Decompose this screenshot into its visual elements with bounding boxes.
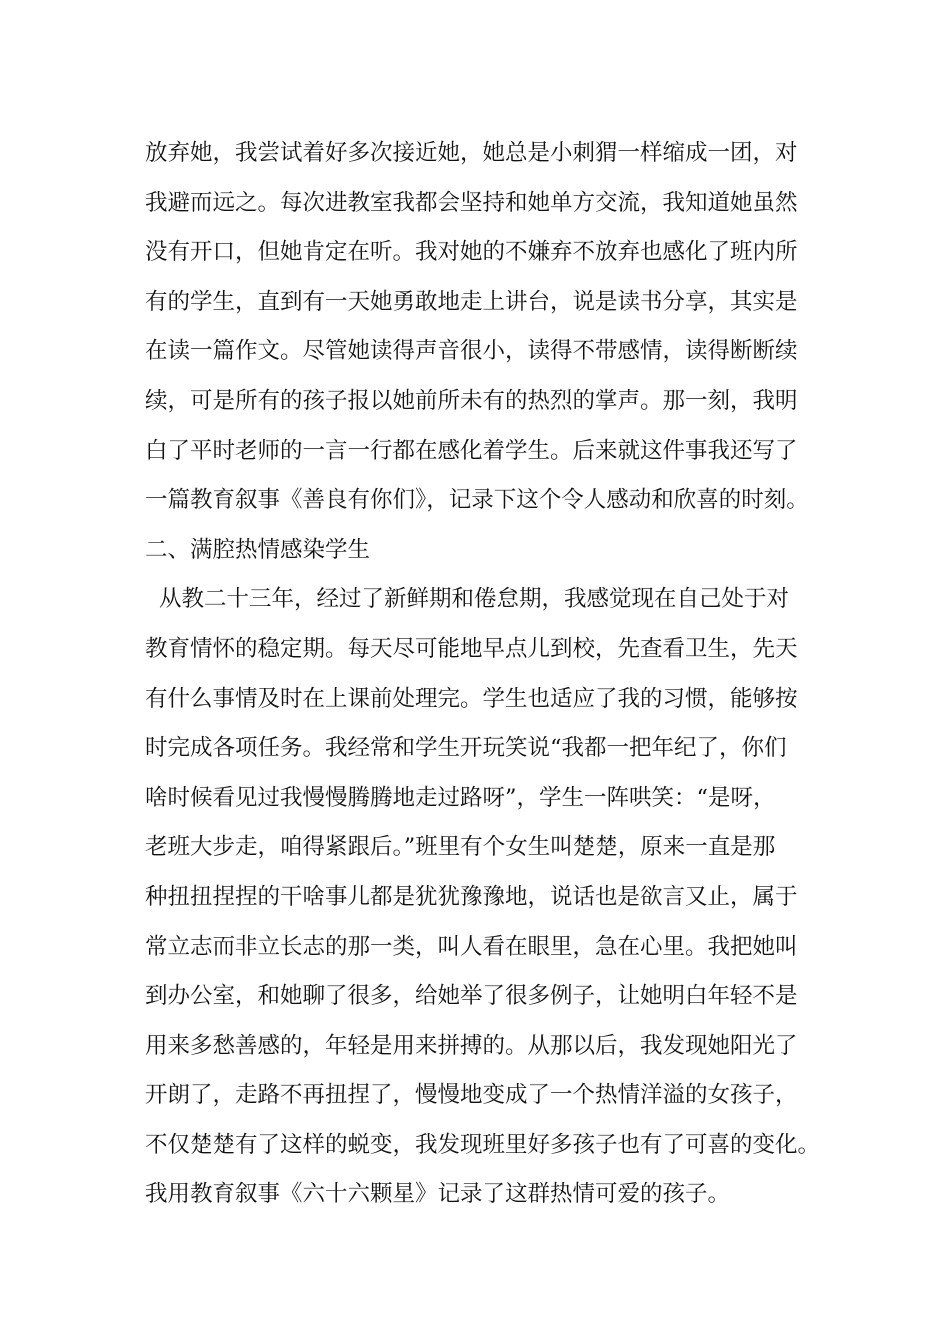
section-heading: 二、满腔热情感染学生 <box>145 536 371 563</box>
text-line: 续，可是所有的孩子报以她前所未有的热烈的掌声。那一刻，我明 <box>145 387 798 414</box>
text-line: 用来多愁善感的，年轻是用来拼搏的。从那以后，我发现她阳光了 <box>145 1032 798 1059</box>
text-line: 一篇教育叙事《善良有你们》，记录下这个令人感动和欣喜的时刻。 <box>145 487 809 514</box>
text-line: 开朗了，走路不再扭捏了，慢慢地变成了一个热情洋溢的女孩子， <box>145 1082 798 1109</box>
text-line: 老班大步走，咱得紧跟后。”班里有个女生叫楚楚，原来一直是那 <box>145 834 776 861</box>
text-line: 种扭扭捏捏的干啥事儿都是犹犹豫豫地，说话也是欲言又止，属于 <box>145 883 798 910</box>
text-line: 有什么事情及时在上课前处理完。学生也适应了我的习惯，能够按 <box>145 685 798 712</box>
text-line: 在读一篇作文。尽管她读得声音很小，读得不带感情，读得断断续 <box>145 338 798 365</box>
text-line: 白了平时老师的一言一行都在感化着学生。后来就这件事我还写了 <box>145 437 798 464</box>
text-line: 教育情怀的稳定期。每天尽可能地早点儿到校，先查看卫生，先天 <box>145 635 798 662</box>
text-line: 我用教育叙事《六十六颗星》记录了这群热情可爱的孩子。 <box>145 1181 731 1208</box>
text-line: 放弃她，我尝试着好多次接近她，她总是小刺猬一样缩成一团，对 <box>145 140 798 166</box>
text-line: 我避而远之。每次进教室我都会坚持和她单方交流，我知道她虽然 <box>145 189 798 216</box>
text-line: 没有开口，但她肯定在听。我对她的不嫌弃不放弃也感化了班内所 <box>145 239 798 266</box>
text-line: 到办公室，和她聊了很多，给她举了很多例子，让她明白年轻不是 <box>145 983 798 1010</box>
text-line: 从教二十三年，经过了新鲜期和倦怠期，我感觉现在自己处于对 <box>159 586 790 613</box>
text-line: 啥时候看见过我慢慢腾腾地走过路呀”，学生一阵哄笑：“是呀， <box>145 784 776 811</box>
text-line: 不仅楚楚有了这样的蜕变，我发现班里好多孩子也有了可喜的变化。 <box>145 1131 821 1158</box>
text-line: 常立志而非立长志的那一类，叫人看在眼里，急在心里。我把她叫 <box>145 933 798 960</box>
text-line: 时完成各项任务。我经常和学生开玩笑说“我都一把年纪了，你们 <box>145 735 787 762</box>
text-line: 有的学生，直到有一天她勇敢地走上讲台，说是读书分享，其实是 <box>145 288 798 315</box>
body-text <box>145 129 825 1220</box>
